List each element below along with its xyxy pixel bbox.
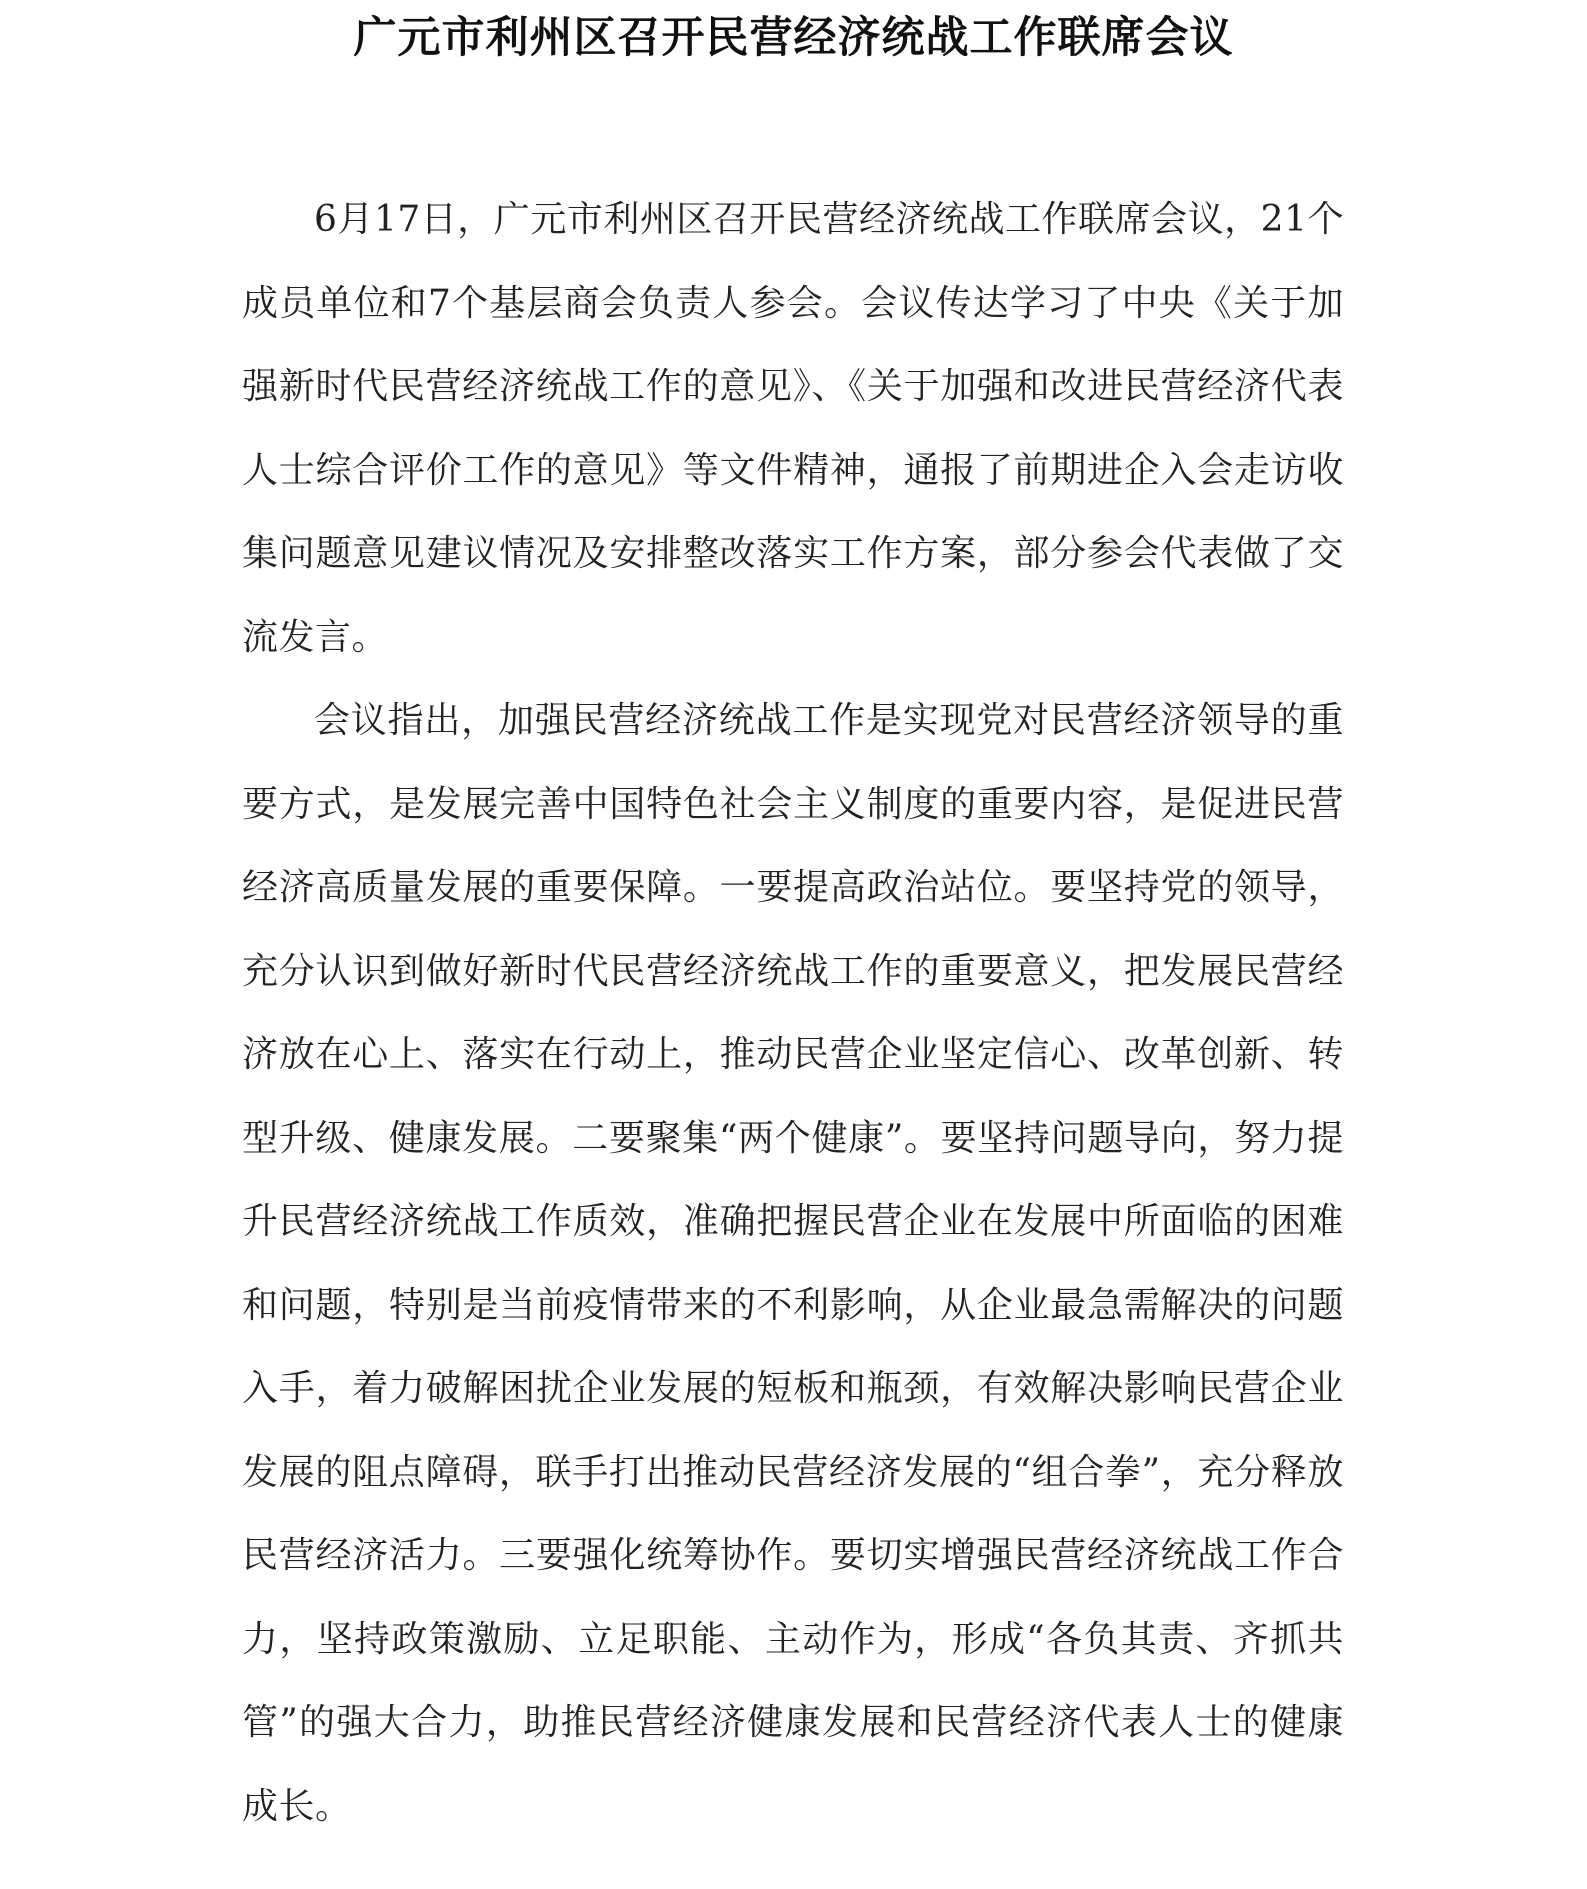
paragraph-meeting-points: 会议指出，加强民营经济统战工作是实现党对民营经济领导的重要方式，是发展完善中国特色社会主义制度的重要内容，是促进民营经济高质量发展的重要保障。一要提高政治站位。要坚持党的领导，充分认识到做好新时代民营经济统战工作的重要意义，把发展民营经济放在心上、落实在行动上，推动民营企业坚定信心、改革创新、转型升级、健康发展。二要聚集“两个健康”。要坚持问题导向，努力提升民营经济统战工作质效，准确把握民营企业在发展中所面临的困难和问题，特别是当前疫情带来的不利影响，从企业最急需解决的问题入手，着力破解困扰企业发展的短板和瓶颈，有效解决影响民营企业发展的阻点障碍，联手打出推动民营经济发展的“组合拳”，充分释放民营经济活力。三要强化统筹协作。要切实增强民营经济统战工作合力，坚持政策激励、立足职能、主动作为，形成“各负其责、齐抓共管”的强大合力，助推民营经济健康发展和民营经济代表人士的健康成长。 [242,700,1344,1827]
document-title: 广元市利州区召开民营经济统战工作联席会议 [353,13,1234,63]
paragraph-meeting-overview: 6月17日，广元市利州区召开民营经济统战工作联席会议，21个成员单位和7个基层商会负责人参会。会议传达学习了中央《关于加强新时代民营经济统战工作的意见》、《关于加强和改进民营经济代表人士综合评价工作的意见》等文件精神，通报了前期进企入会走访收集问题意见建议情况及安排整改落实工作方案，部分参会代表做了交流发言。 [242,199,1344,658]
document-body [242,178,1344,1848]
